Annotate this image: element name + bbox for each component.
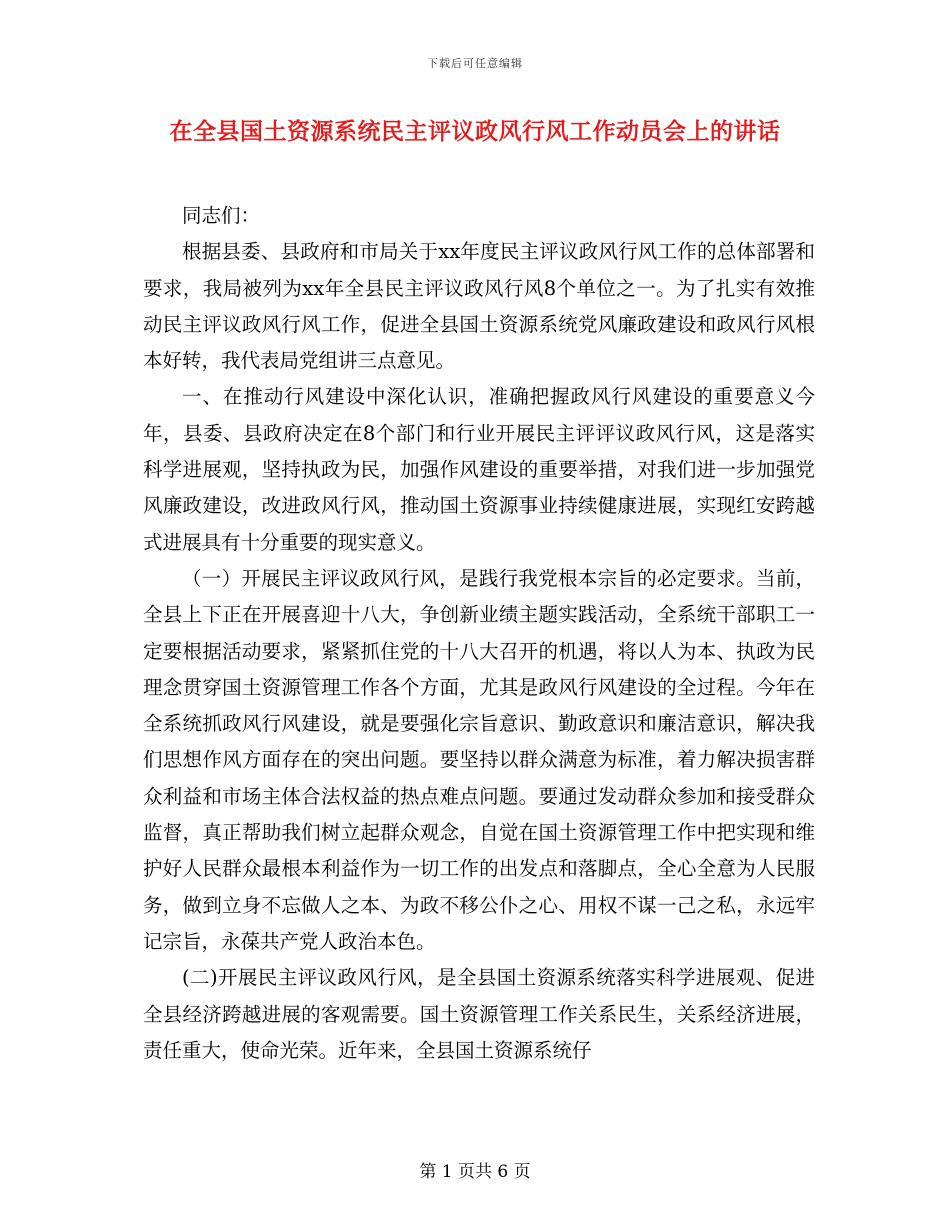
paragraph-section-one: 一、在推动行风建设中深化认识，准确把握政风行风建设的重要意义今年，县委、县政府决定在8个部门和行业开展民主评评议政风行风，这是落实科学进展观，坚持执政为民，加强作风建设的重要举措，对我们进一步加强党风廉政建设，改进政风行风，推动国土资源事业持续健康进展，实现红安跨越式进展具有十分重要的现实意义。 [143,385,815,554]
page-footer: 第 1 页共 6 页 [419,1162,531,1182]
salutation: 同志们： [182,204,261,227]
paragraph-intro: 根据县委、县政府和市局关于xx年度民主评议政风行风工作的总体部署和要求，我局被列为xx年全县民主评议政风行风8个单位之一。为了扎实有效推动民主评议政风行风工作，促进全县国土资源系统党风廉政建设和政风行风根本好转，我代表局党组讲三点意见。 [143,240,815,373]
header-note: 下载后可任意编辑 [427,57,523,70]
paragraph-subsection-two: (二)开展民主评议政风行风，是全县国土资源系统落实科学进展观、促进全县经济跨越进展的客观需要。国土资源管理工作关系民生，关系经济进展，责任重大，使命光荣。近年来，全县国土资源系统仔 [143,966,815,1062]
document-title: 在全县国土资源系统民主评议政风行风工作动员会上的讲话 [169,118,781,145]
document-body [143,198,815,1069]
paragraph-subsection-one: （一）开展民主评议政风行风，是践行我党根本宗旨的必定要求。当前，全县上下正在开展喜迎十八大，争创新业绩主题实践活动，全系统干部职工一定要根据活动要求，紧紧抓住党的十八大召开的机遇，将以人为本、执政为民理念贯穿国土资源管理工作各个方面，尤其是政风行风建设的全过程。今年在全系统抓政风行风建设，就是要强化宗旨意识、勤政意识和廉洁意识，解决我们思想作风方面存在的突出问题。要坚持以群众满意为标准，着力解决损害群众利益和市场主体合法权益的热点难点问题。要通过发动群众参加和接受群众监督，真正帮助我们树立起群众观念，自觉在国土资源管理工作中把实现和维护好人民群众最根本利益作为一切工作的出发点和落脚点，全心全意为人民服务，做到立身不忘做人之本、为政不移公仆之心、用权不谋一己之私，永远牢记宗旨，永葆共产党人政治本色。 [143,566,815,953]
